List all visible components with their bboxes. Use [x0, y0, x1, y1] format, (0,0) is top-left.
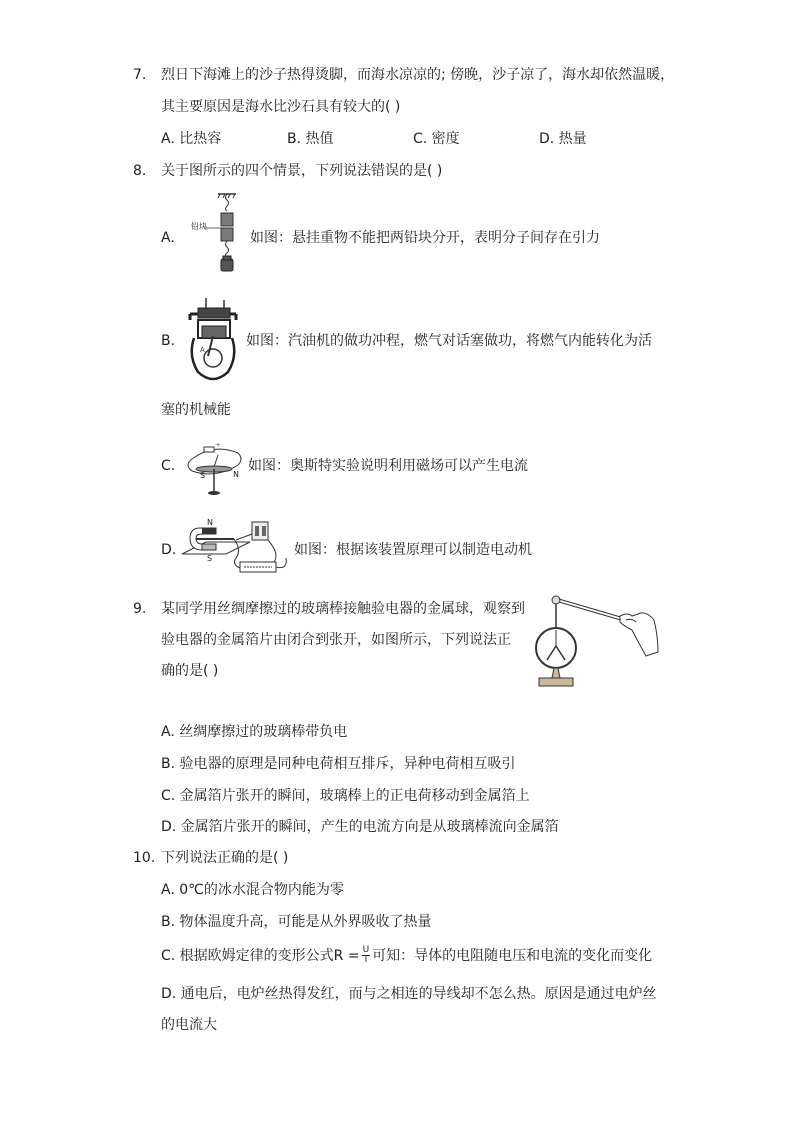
svg-text:+: + — [216, 442, 221, 449]
fraction-numerator: U — [362, 945, 370, 955]
q10-number: 10. — [133, 850, 156, 866]
compass-south-label: S — [200, 471, 206, 480]
q7-option-b: B. 热值 — [287, 131, 334, 147]
lead-blocks-figure — [190, 192, 242, 278]
q9-stem-line1: 某同学用丝绸摩擦过的玻璃棒接触验电器的金属球，观察到 — [161, 601, 525, 617]
q8-stem: 关于图所示的四个情景，下列说法错误的是( ) — [161, 163, 443, 179]
q8-option-b-letter: B. — [161, 333, 176, 349]
q8-option-d-letter: D. — [161, 542, 177, 558]
q8-option-b-text-cont: 塞的机械能 — [161, 402, 231, 418]
q10-option-d: D. 通电后，电炉丝热得发红，而与之相连的导线却不怎么热。原因是通过电炉丝 — [161, 986, 657, 1002]
q7-number: 7. — [133, 67, 147, 83]
q7-stem-line2: 其主要原因是海水比沙石具有较大的( ) — [161, 99, 401, 115]
gasoline-engine-figure — [184, 296, 242, 382]
magnet-south-label: S — [207, 554, 213, 563]
q7-option-c: C. 密度 — [413, 131, 460, 147]
q8-option-a-letter: A. — [161, 230, 175, 246]
electromagnetic-induction-figure — [176, 514, 292, 580]
lead-block-label: 铅块 — [191, 222, 207, 231]
ohm-law-fraction — [362, 946, 371, 965]
q8-option-b-text: 如图：汽油机的做功冲程，燃气对话塞做功，将燃气内能转化为活 — [246, 333, 652, 349]
electroscope-figure — [528, 586, 660, 690]
q10-option-d-cont: 的电流大 — [161, 1017, 217, 1033]
q9-option-a: A. 丝绸摩擦过的玻璃棒带负电 — [161, 724, 348, 740]
q9-stem-line3: 确的是( ) — [161, 663, 219, 679]
q10-option-c-prefix: C. 根据欧姆定律的变形公式R = — [161, 947, 360, 964]
compass-north-label: N — [233, 470, 239, 479]
q7-option-a: A. 比热容 — [161, 131, 222, 147]
q9-option-b: B. 验电器的原理是同种电荷相互排斥，异种电荷相互吸引 — [161, 756, 516, 772]
q8-option-d-text: 如图：根据该装置原理可以制造电动机 — [294, 542, 532, 558]
q9-option-d: D. 金属箔片张开的瞬间，产生的电流方向是从玻璃棒流向金属箔 — [161, 819, 559, 835]
q7-option-d: D. 热量 — [539, 131, 587, 147]
q9-option-c: C. 金属箔片张开的瞬间，玻璃棒上的正电荷移动到金属箔上 — [161, 788, 530, 804]
q8-number: 8. — [133, 163, 147, 179]
q8-option-c-letter: C. — [161, 458, 176, 474]
q9-number: 9. — [133, 601, 147, 617]
q10-option-c-suffix: 可知：导体的电阻随电压和电流的变化而变化 — [372, 947, 653, 964]
q9-stem-line2: 验电器的金属箔片由闭合到张开，如图所示，下列说法正 — [161, 632, 511, 648]
magnet-north-label: N — [207, 518, 213, 527]
fraction-denominator: I — [364, 955, 368, 965]
q10-option-c — [161, 946, 652, 965]
q10-option-b: B. 物体温度升高，可能是从外界吸收了热量 — [161, 914, 432, 930]
q10-stem: 下列说法正确的是( ) — [161, 850, 289, 866]
q8-option-a-text: 如图：悬挂重物不能把两铅块分开，表明分子间存在引力 — [250, 230, 600, 246]
q8-option-c-text: 如图：奥斯特实验说明利用磁场可以产生电流 — [248, 458, 528, 474]
oersted-experiment-figure — [184, 437, 244, 497]
q7-stem-line1: 烈日下海滩上的沙子热得烫脚，而海水凉凉的; 傍晚，沙子凉了，海水却依然温暖， — [161, 67, 675, 83]
svg-text:A: A — [200, 347, 205, 354]
q10-option-a: A. 0℃的冰水混合物内能为零 — [161, 882, 344, 898]
